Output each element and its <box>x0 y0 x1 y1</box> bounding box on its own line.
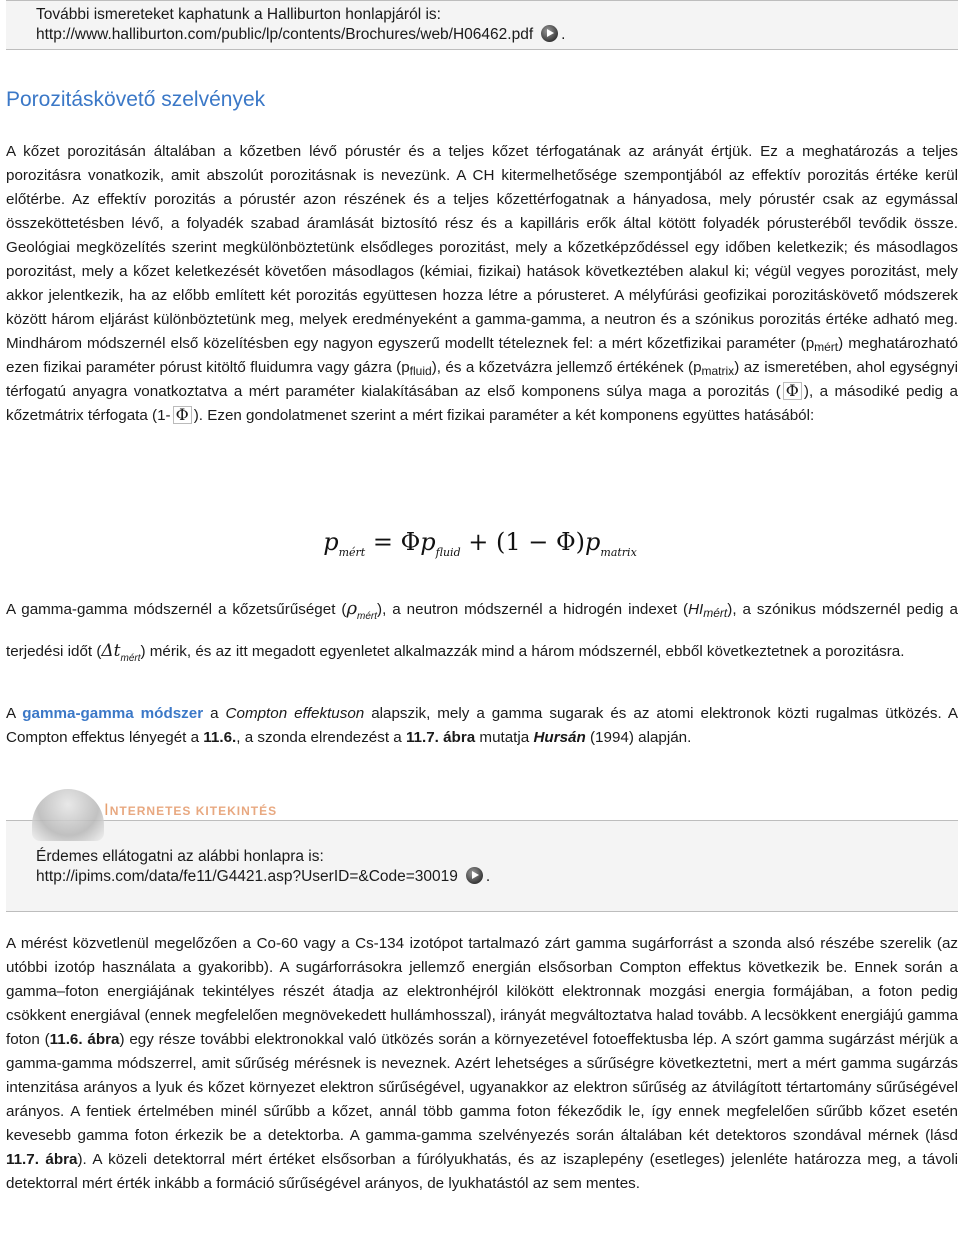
paragraph-methods: A gamma-gamma módszernél a kőzetsűrűséget $(\rho_{mért})$, a neutron módszernél a hidrogén indexet $(HI_{mért})$, a szónikus módszernél pedig a terjedési időt $(\Delta t_{mért})$ mérik, és az itt megadott egyenletet alkalmazzák mind a három módszernél, ebből következtetnek a porozitásra. <box>6 598 958 664</box>
section-title: Porozitáskövető szelvények <box>6 88 266 111</box>
paragraph-gamma-gamma: A gamma-gamma módszer a Compton effektuson alapszik, mely a gamma sugarak és az atomi elektronok közti rugalmas ütközés. A Compton effektus lényegét a 11.6., a szonda elrendezést a 11.7. ábra mutatja Hursán (1994) alapján. <box>6 705 959 746</box>
paragraph-compton: A mérést közvetlenül megelőzően a Co-60 vagy a Cs-134 izotópot tartalmazó zárt gamma sugárforrást a szonda alsó részébe szerelik (az utóbbi izotóp használata a gyakoribb). A sugárforrásokra jellemző energián elsősorban Compton effektus következik be. Ennek során a gamma–foton energiájának tekintélyes részét átadja az elektronhéjról kilökött elektronnak mozgási energia formájában, a foton pedig csökkent energiával (ennek megfelelően megnövekedett hullámhosszal), irányát megváltoztatva halad tovább. A lecsökkent energiájú gamma foton (11.6. ábra) egy része további elektronokkal való ütközés során a környezetével fotoeffektusba lép. A szórt gamma sugárzást mérjük a gamma-gamma módszerrel, amit sűrűség mérésnek is neveznek. Azért lehetséges a sűrűségre következtetni, mert a mért gamma sugárzás intenzitása arányos a lyuk és kőzet környezet elektron sűrűségével, ugyanakkor az elektron sűrűség az átvilágított tértartomány sűrűségével arányos. A fentiek értelmében minél sűrűbb a kőzet, annál több gamma foton fékeződik le, így ennek megfelelően sűrűbb kőzet esetén kevesebb gamma foton érkezik be a detektorba. A gamma-gamma szelvényezés során általában két detektoros szondával mérnek (lásd 11.7. ábra). A közeli detektorral mért értéket elsősorban a fúrólyukhatás, és az iszaplepény (esetleges) jelenléte határozza meg, a távoli detektorral mért érték inkább a formáció sűrűségével arányos, de lyukhatástól az sem mentes. <box>6 935 958 1192</box>
gamma-gamma-highlight: gamma-gamma módszer <box>22 705 204 722</box>
internet-box <box>6 820 958 912</box>
ipims-link[interactable]: http://ipims.com/data/fe11/G4421.asp?UserID=&Code=30019 <box>36 868 458 885</box>
internet-box-link-line: http://ipims.com/data/fe11/G4421.asp?UserID=&Code=30019 . <box>36 868 491 885</box>
info-box-top <box>6 0 958 50</box>
phi-symbol-icon: Φ <box>783 382 802 400</box>
paragraph-porosity-definition: A kőzet porozitásán általában a kőzetben lévő pórustér és a teljes kőzet térfogatának az arányát értjük. Ez a meghatározás a teljes porozitásra vonatkozik, amit abszolút porozitásnak is nevezünk. A CH kitermelhetősége szempontjából az effektív porozitás értéke kerül előtérbe. Az effektív porozitás a pórustér azon részének és a teljes kőzettérfogatnak a hányadosa, mely pórustér csak az egymással összeköttetésben lévő, a folyadék szabad áramlását biztosító rész és a kapilláris erők által kötött folyadék pórusteréből tevődik össze. Geológiai megközelítés szerint megkülönböztetünk elsődleges porozitást, mely a kőzetképződéssel egy időben keletkezik; és másodlagos porozitást, mely a kőzet keletkezését követően másodlagos (kémiai, fizikai) hatások következtében alakul ki; végül vegyes porozitást, mely akkor jelentkezik, ha az előbb említett két porozitás együttesen hozza létre a pórusteret. A mélyfúrási geofizikai porozitáskövető módszerek között három eljárást különböztetünk meg, melyek eredményeként a gamma-gamma, a neutron és a szónikus porozitás értéke adható meg. Mindhárom módszernél első közelítésben egy nagyon egyszerű modellt tételeznek fel: a mért kőzetfizikai paraméter $(p_{mért})$ meghatározható ezen fizikai paraméter pórust kitöltő fluidumra vagy gázra $(p_{fluid})$, és a kőzetvázra jellemző értékének $(p_{matrix})$ az ismeretében, ahol egységnyi térfogatú anyagra vonatkoztatva a mért paraméter kialakításában az első komponens súlya maga a porozitás ( Φ ), a másodiké pedig a kőzetmátrix térfogata (1- Φ ). Ezen gondolatmenet szerint a mért fizikai paraméter a két komponens együttes hatásából: <box>6 143 958 424</box>
internet-section-label: INTERNETES KITEKINTÉS <box>104 800 278 819</box>
play-link-icon[interactable] <box>541 25 558 42</box>
info-box-link-line: http://www.halliburton.com/public/lp/contents/Brochures/web/H06462.pdf . <box>36 26 566 43</box>
phi-symbol-icon: Φ <box>173 406 192 424</box>
play-link-icon[interactable] <box>466 867 483 884</box>
info-box-text: További ismereteket kaphatunk a Halliburton honlapjáról is: <box>36 6 441 23</box>
porosity-formula: $p_{mért} = \Phi p_{fluid} + (1 - \Phi)p_{matrix}$ <box>323 528 637 559</box>
globe-icon <box>32 789 104 841</box>
halliburton-link[interactable]: http://www.halliburton.com/public/lp/contents/Brochures/web/H06462.pdf <box>36 26 534 43</box>
delta-t-symbol-icon: Δt <box>101 641 121 661</box>
rho-symbol-icon: ρ <box>346 598 358 619</box>
internet-box-text: Érdemes ellátogatni az alábbi honlapra is: <box>36 848 324 865</box>
